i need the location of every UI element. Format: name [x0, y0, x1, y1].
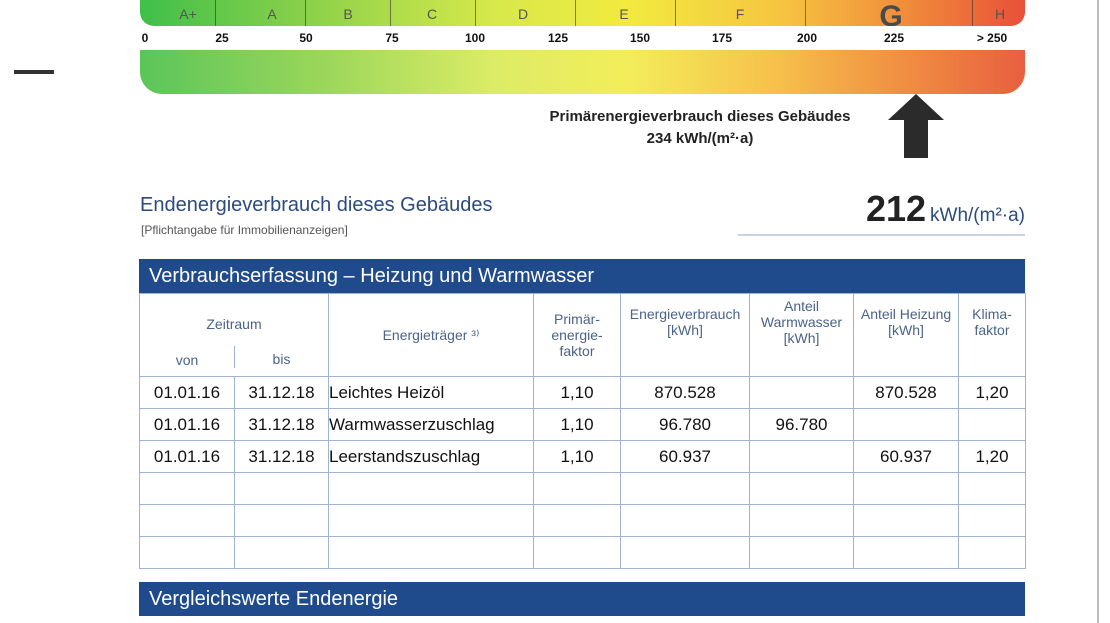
comparison-section-title: Vergleichswerte Endenergie	[139, 582, 1025, 616]
header-heating	[854, 294, 959, 377]
header-line: energie-	[551, 327, 603, 343]
class-divider	[390, 0, 391, 26]
class-divider	[305, 0, 306, 26]
cell-period	[140, 377, 329, 409]
cell-from: 01.01.16	[153, 382, 221, 402]
header-line: faktor	[974, 322, 1010, 338]
class-divider	[575, 0, 576, 26]
consumption-table	[139, 293, 1026, 569]
cell-carrier: Leerstandszuschlag	[329, 441, 534, 473]
consumption-section-title: Verbrauchserfassung – Heizung und Warmwasser	[139, 259, 1025, 293]
scale-tick: 175	[711, 31, 733, 45]
class-divider	[475, 0, 476, 26]
cell-from: 01.01.16	[153, 446, 221, 466]
consumption-gradient-bar	[140, 50, 1025, 94]
header-line: [kWh]	[667, 322, 703, 338]
primary-energy-caption: Primärenergieverbrauch dieses Gebäudes	[549, 108, 851, 125]
cell-to: 31.12.18	[234, 409, 328, 440]
table-row	[140, 409, 1026, 441]
class-label-current: G	[879, 0, 903, 26]
primary-energy-label	[490, 106, 910, 150]
cell-climate: 1,20	[959, 377, 1026, 409]
table-row	[140, 377, 1026, 409]
header-line: Anteil Heizung	[860, 306, 952, 322]
header-hot-water	[750, 294, 854, 377]
class-divider	[215, 0, 216, 26]
class-label: B	[343, 6, 353, 22]
header-line: faktor	[559, 343, 595, 359]
table-header-row	[140, 294, 1026, 377]
header-line: Warmwasser	[760, 314, 843, 330]
cell-climate	[959, 409, 1026, 441]
scale-tick: 225	[883, 31, 905, 45]
table-row-empty	[140, 505, 1026, 537]
header-line: Klima-	[972, 306, 1012, 322]
scale-ticks	[140, 31, 1025, 47]
header-energy	[621, 294, 750, 377]
header-line: Anteil	[783, 298, 820, 314]
header-line: Primär-	[554, 311, 600, 327]
final-energy-unit: kWh/(m²·a)	[930, 205, 1025, 226]
class-label: E	[619, 6, 629, 22]
class-divider	[675, 0, 676, 26]
header-line: [kWh]	[888, 322, 924, 338]
header-period-label: Zeitraum	[206, 316, 262, 332]
class-label: A+	[179, 6, 197, 22]
dash-mark	[14, 70, 54, 74]
class-label: C	[426, 6, 438, 22]
cell-period	[140, 409, 329, 441]
class-label: A	[267, 6, 277, 22]
cell-hot-water	[750, 441, 854, 473]
cell-primary-factor: 1,10	[534, 377, 621, 409]
scale-tick: > 250	[976, 31, 1008, 45]
header-primary-factor	[534, 294, 621, 377]
scale-tick: 150	[629, 31, 651, 45]
cell-heating: 60.937	[854, 441, 959, 473]
table-row	[140, 441, 1026, 473]
cell-primary-factor: 1,10	[534, 441, 621, 473]
cell-from: 01.01.16	[153, 414, 221, 434]
primary-energy-value: 234 kWh/(m²·a)	[646, 130, 754, 147]
cell-to: 31.12.18	[234, 441, 328, 472]
header-line: Energieverbrauch	[629, 306, 741, 322]
scale-tick: 75	[385, 31, 399, 45]
cell-carrier: Leichtes Heizöl	[329, 377, 534, 409]
scale-tick: 100	[464, 31, 486, 45]
cell-hot-water: 96.780	[750, 409, 854, 441]
cell-primary-factor: 1,10	[534, 409, 621, 441]
class-label: D	[517, 6, 529, 22]
scale-tick: 25	[215, 31, 229, 45]
cell-climate: 1,20	[959, 441, 1026, 473]
final-energy-subtitle: [Pflichtangabe für Immobilienanzeigen]	[141, 223, 348, 237]
header-from: von	[175, 352, 199, 368]
header-period	[140, 294, 329, 377]
header-carrier: Energieträger ³⁾	[329, 294, 534, 377]
class-label: H	[994, 6, 1006, 22]
scale-tick: 200	[796, 31, 818, 45]
scale-tick: 0	[141, 31, 149, 45]
class-divider	[972, 0, 973, 26]
header-climate	[959, 294, 1026, 377]
cell-carrier: Warmwasserzuschlag	[329, 409, 534, 441]
cell-heating: 870.528	[854, 377, 959, 409]
class-divider	[805, 0, 806, 26]
final-energy-readout	[866, 188, 1025, 230]
header-to	[234, 346, 328, 368]
cell-hot-water	[750, 377, 854, 409]
arrow-up-icon	[888, 94, 944, 158]
cell-heating	[854, 409, 959, 441]
header-to-label: bis	[272, 351, 291, 367]
scale-tick: 50	[299, 31, 313, 45]
cell-energy: 96.780	[621, 409, 750, 441]
final-energy-underline	[738, 234, 1025, 236]
efficiency-class-bar	[140, 0, 1025, 26]
header-line: [kWh]	[783, 330, 820, 346]
final-energy-title: Endenergieverbrauch dieses Gebäudes	[140, 194, 493, 216]
class-label: F	[735, 6, 745, 22]
cell-energy: 60.937	[621, 441, 750, 473]
page-edge-line	[1097, 0, 1099, 623]
scale-tick: 125	[547, 31, 569, 45]
table-row-empty	[140, 537, 1026, 569]
table-row-empty	[140, 473, 1026, 505]
cell-period	[140, 441, 329, 473]
cell-to: 31.12.18	[234, 377, 328, 408]
final-energy-value: 212	[865, 188, 927, 229]
cell-energy: 870.528	[621, 377, 750, 409]
